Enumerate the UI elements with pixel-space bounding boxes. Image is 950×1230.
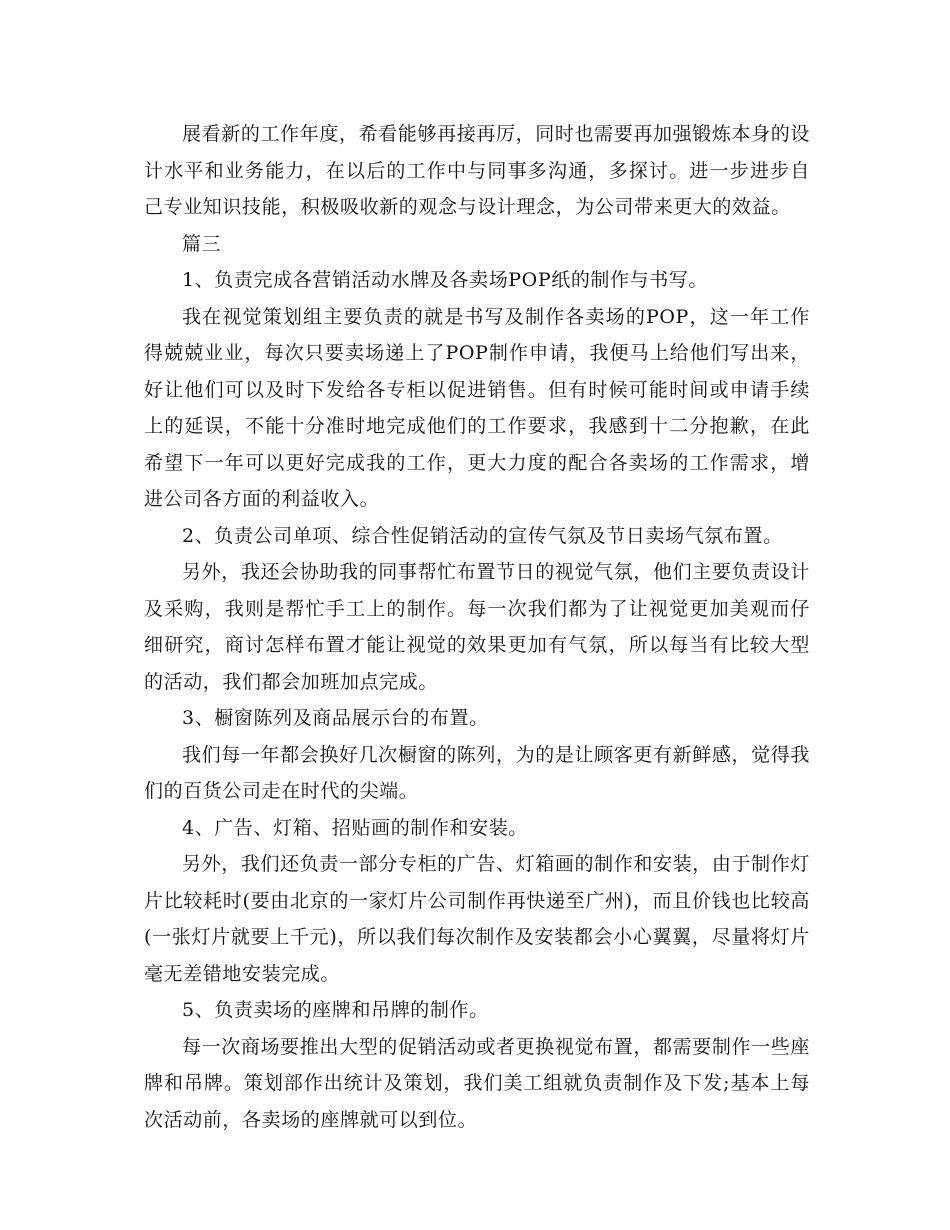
paragraph-atmosphere-decoration: 另外，我还会协助我的同事帮忙布置节日的视觉气氛，他们主要负责设计及采购，我则是帮忙手工上的制作。每一次我们都为了让视觉更加美观而仔细研究，商讨怎样布置才能让视觉的效果更加有气氛，所以每当有比较大型的活动，我们都会加班加点完成。: [144, 561, 810, 693]
paragraph-work-outlook: 展看新的工作年度，希看能够再接再厉，同时也需要再加强锻炼本身的设计水平和业务能力，在以后的工作中与同事多沟通，多探讨。进一步进步自己专业知识技能，积极吸收新的观念与设计理念，为公司带来更大的效益。: [144, 123, 810, 218]
paragraph-signs: 每一次商场要推出大型的促销活动或者更换视觉布置，都需要制作一些座牌和吊牌。策划部作出统计及策划，我们美工组就负责制作及下发;基本上每次活动前，各卖场的座牌就可以到位。: [144, 1035, 810, 1131]
section-heading-part-three: 篇三: [182, 232, 222, 255]
item-heading-4: 4、广告、灯箱、招贴画的制作和安装。: [182, 816, 528, 839]
paragraph-window-display: 我们每一年都会换好几次橱窗的陈列，为的是让顾客更有新鲜感，觉得我们的百货公司走在时代的尖端。: [144, 743, 810, 802]
item-heading-2: 2、负责公司单项、综合性促销活动的宣传气氛及节日卖场气氛布置。: [182, 524, 783, 547]
item-heading-3: 3、橱窗陈列及商品展示台的布置。: [182, 707, 489, 729]
item-heading-5: 5、负责卖场的座牌和吊牌的制作。: [182, 999, 489, 1021]
document-body: [144, 116, 810, 1138]
paragraph-ads-lightbox: 另外，我们还负责一部分专柜的广告、灯箱画的制作和安装，由于制作灯片比较耗时(要由北京的一家灯片公司制作再快递至广州)，而且价钱也比较高(一张灯片就要上千元)，所以我们每次制作及安装都会小心翼翼，尽量将灯片毫无差错地安装完成。: [144, 853, 810, 985]
item-heading-1: 1、负责完成各营销活动水牌及各卖场POP纸的制作与书写。: [182, 269, 709, 291]
paragraph-pop-work: 我在视觉策划组主要负责的就是书写及制作各卖场的POP，这一年工作得兢兢业业，每次只要卖场递上了POP制作申请，我便马上给他们写出来，好让他们可以及时下发给各专柜以促进销售。但有时候可能时间或申请手续上的延误，不能十分准时地完成他们的工作要求，我感到十二分抱歉，在此希望下一年可以更好完成我的工作，更大力度的配合各卖场的工作需求，增进公司各方面的利益收入。: [144, 305, 810, 510]
